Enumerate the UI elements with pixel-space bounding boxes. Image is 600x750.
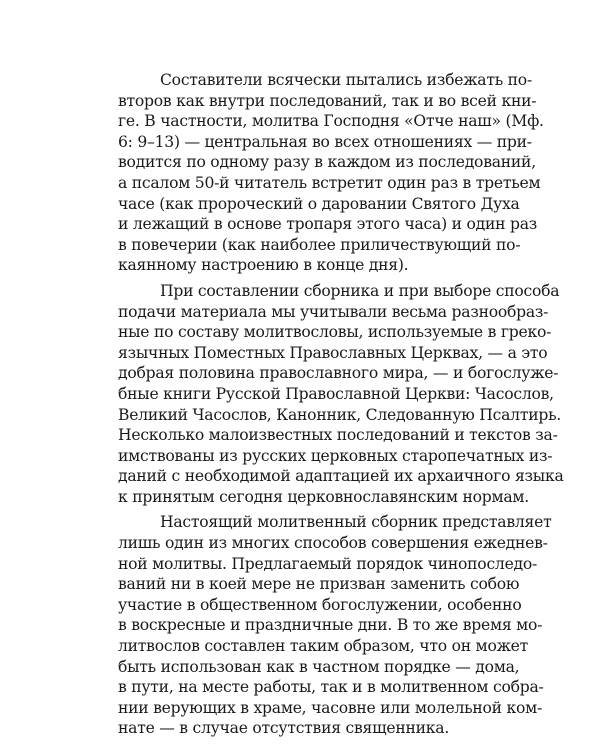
paragraph-1-line-3: ге. В частности, молитва Господня «Отче наш» (Мф. [118,112,544,131]
paragraph-3-line-10: нии верующих в храме, часовне или молельной ком- [118,698,543,717]
paragraph-1-line-10: каянному настроению в конце дня). [118,256,409,275]
paragraph-2-line-2: подачи материала мы учитывали весьма разнообраз- [118,302,549,321]
paragraph-1-line-6: а псалом 50-й читатель встретит один раз в третьем [118,173,541,192]
paragraph-2-line-11: к принятым сегодня церковнославянским нормам. [118,487,529,506]
paragraph-1-line-5: водится по одному разу в каждом из последований, [118,153,536,172]
paragraph-3-line-7: литвослов составлен таким образом, что он может [118,637,529,656]
paragraph-3-line-4: ваний ни в коей мере не призван заменить собою [118,575,520,594]
paragraph-3-line-9: в пути, на месте работы, так и в молитвенном собра- [118,678,544,697]
paragraph-2-line-7: Великий Часослов, Канонник, Следованную Псалтирь. [118,405,562,424]
paragraph-3-line-6: в воскресные и праздничные дни. В то же время мо- [118,616,543,635]
paragraph-1-line-1: Составители всячески пытались избежать по- [160,71,532,89]
paragraph-1-line-8: и лежащий в основе тропаря этого часа) и один раз [118,215,537,234]
paragraph-2-line-6: бные книги Русской Православной Церкви: Часослов, [118,384,554,403]
body-text [118,70,564,739]
paragraph-3-line-1: Настоящий молитвенный сборник представляет [160,513,552,532]
paragraph-3-line-2: лишь один из многих способов совершения ежеднев- [118,534,548,553]
paragraph-3-line-5: участие в общественном богослужении, особенно [118,595,522,614]
paragraph-2-line-10: даний с необходимой адаптацией их архаичного языка [118,467,564,486]
paragraph-3-line-3: ной молитвы. Предлагаемый порядок чинопоследо- [118,554,538,573]
paragraph-3-line-8: быть использован как в частном порядке — дома, [118,657,520,676]
paragraph-1-line-9: в повечерии (как наиболее приличествующий по- [118,235,521,254]
paragraph-1-line-4: 6: 9–13) — центральная во всех отношениях — при- [118,132,532,151]
paragraph-2-line-5: добрая половина православного мира, — и богослуже- [118,364,559,383]
paragraph-2-line-3: ные по составу молитвословы, используемые в греко- [118,323,552,342]
paragraph-2-line-9: имствованы из русских церковных старопечатных из- [118,446,553,465]
paragraph-1-line-7: часе (как пророческий о даровании Святого Духа [118,194,520,213]
paragraph-2-line-8: Несколько малоизвестных последований и текстов за- [118,426,558,445]
paragraph-2-line-1: При составлении сборника и при выборе способа [160,281,560,300]
paragraph-1-line-2: второв как внутри последований, так и во всей кни- [118,91,537,110]
paragraph-2-line-4: язычных Поместных Православных Церквах, — а это [118,343,548,362]
paragraph-3-line-11: нате — в случае отсутствия священника. [118,719,450,738]
